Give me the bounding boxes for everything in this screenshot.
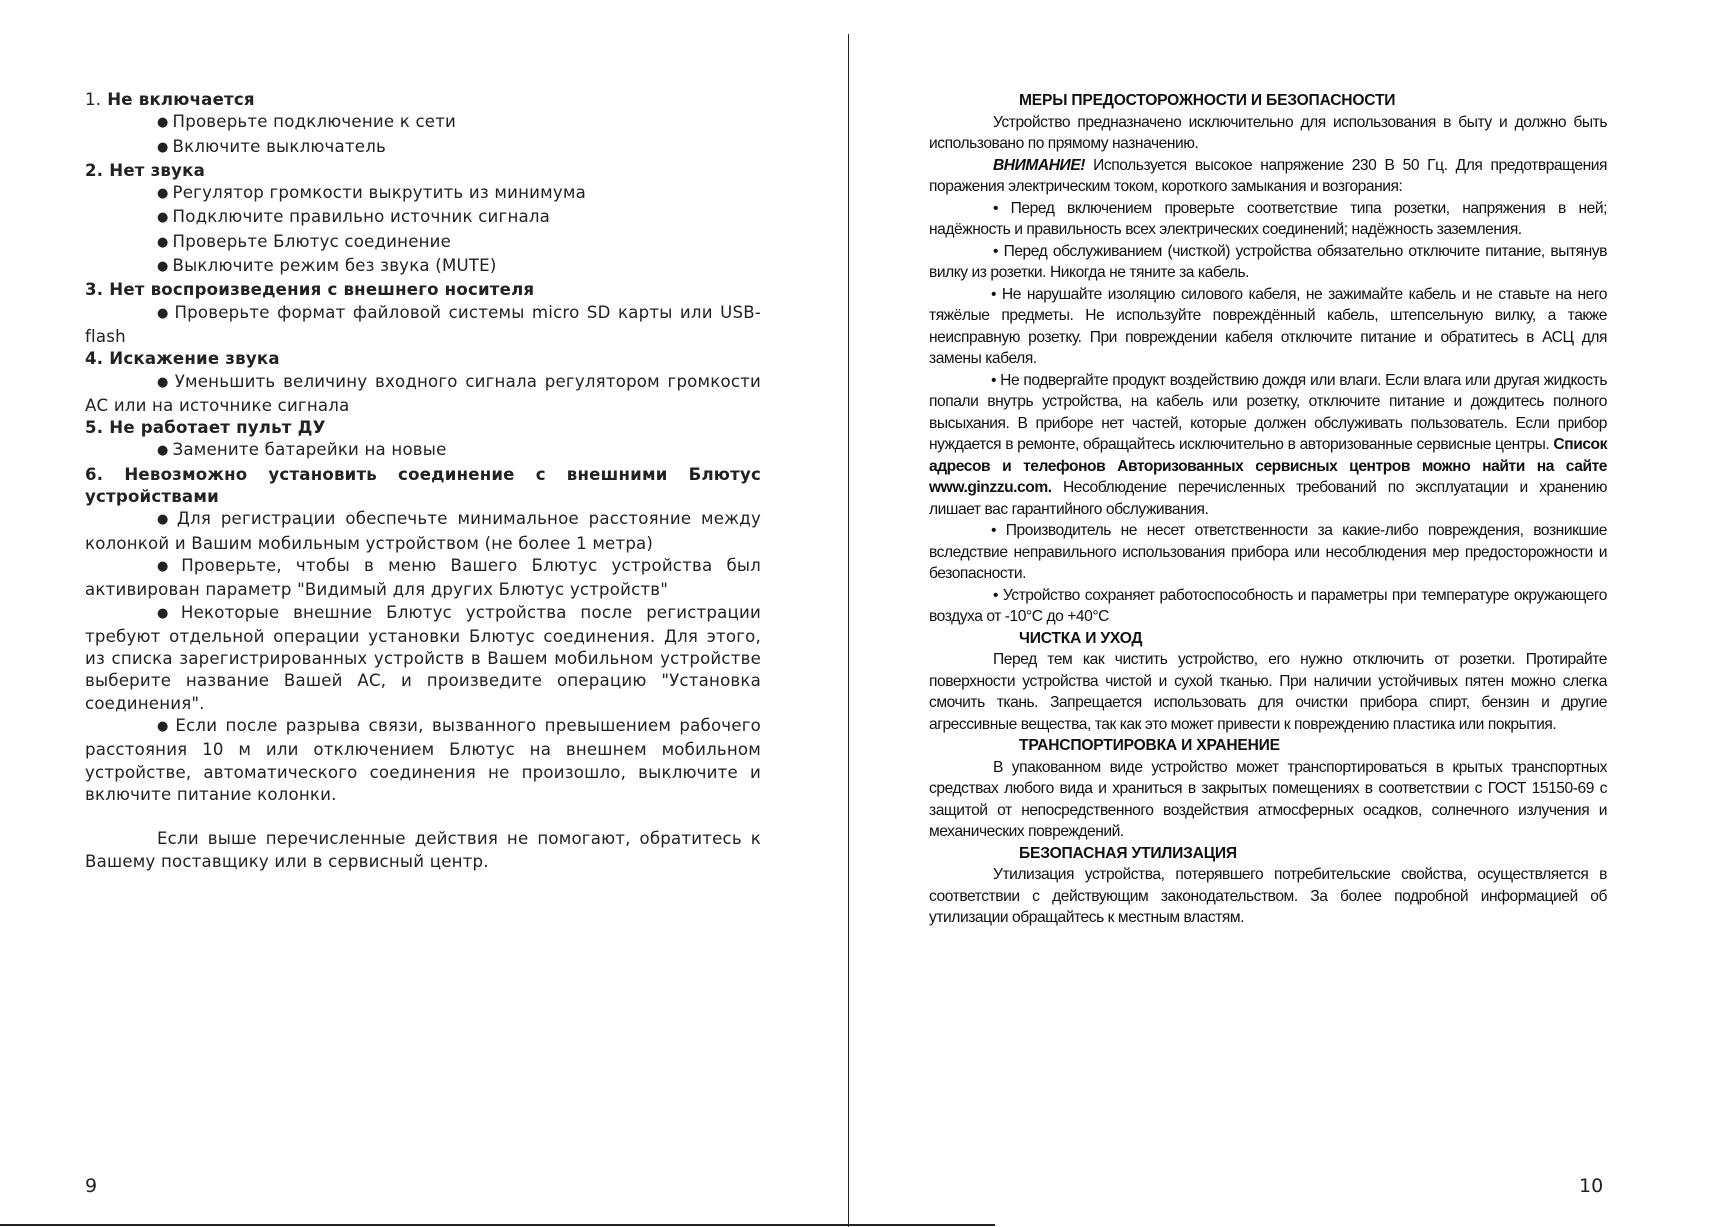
section-title: Нет воспроизведения с внешнего носителя bbox=[109, 280, 535, 300]
section-heading bbox=[85, 160, 761, 182]
safety-item: • Устройство сохраняет работоспособность и параметры при температуре окружающего воздуха от -10°C до +40°C bbox=[929, 586, 1607, 625]
section-number: 1. bbox=[85, 90, 102, 109]
paragraph-text: Если после разрыва связи, вызванного превышением рабочего расстояния 10 м или отключением Блютус на внешнем мобильном устройстве, автоматического соединения не произошло, выключите и включите питание колонки. bbox=[85, 716, 761, 804]
bullet-marker bbox=[157, 556, 181, 575]
paragraph-text: Проверьте формат файловой системы micro SD карты или USB-flash bbox=[85, 302, 761, 346]
bottom-rule bbox=[0, 1224, 995, 1226]
closing-note: Если выше перечисленные действия не помогают, обратитесь к Вашему поставщику или в сервисный центр. bbox=[85, 829, 761, 871]
list-item: ● Подключите правильно источник сигнала bbox=[85, 206, 761, 230]
section-title: Невозможно установить соединение с внешними Блютус устройствами bbox=[85, 464, 762, 507]
safety-item: • Производитель не несет ответственности за какие-либо повреждения, возникшие вследствие неправильного использования прибора или несоблюдения мер предосторожности и безопасности. bbox=[929, 522, 1607, 582]
section-heading bbox=[85, 89, 761, 111]
section-heading bbox=[85, 348, 761, 370]
safety-item-text: Несоблюдение перечисленных требований по эксплуатации и хранению лишает вас гарантийного обслуживания. bbox=[929, 479, 1607, 518]
section-number: 2. bbox=[85, 160, 104, 180]
paragraph-text: Для регистрации обеспечьте минимальное расстояние между колонкой и Вашим мобильным устройством (не более 1 метра) bbox=[85, 509, 762, 553]
bullet-marker bbox=[157, 716, 175, 735]
section-title: Искажение звука bbox=[109, 349, 280, 369]
service-centers-note: Список адресов и телефонов Авторизованных сервисных центров можно найти на сайте www.ginzzu.com. bbox=[929, 436, 1607, 496]
section-number: 5. bbox=[85, 418, 104, 438]
warning-label: ВНИМАНИЕ! bbox=[993, 156, 1086, 174]
section-title: Не включается bbox=[107, 90, 255, 109]
section-number: 3. bbox=[85, 280, 104, 300]
cleaning-title: ЧИСТКА И УХОД bbox=[1019, 629, 1143, 647]
bullet-marker bbox=[157, 509, 177, 528]
paragraph bbox=[85, 555, 761, 602]
page-number-left: 9 bbox=[85, 1175, 98, 1197]
warning-text: Используется высокое напряжение 230 В 50 Гц. Для предотвращения поражения электрическим током, короткого замыкания и возгорания: bbox=[929, 156, 1607, 195]
section-heading bbox=[85, 279, 761, 301]
list-item: ● Проверьте подключение к сети bbox=[85, 111, 761, 135]
troubleshooting-section bbox=[85, 89, 761, 873]
safety-item: • Перед обслуживанием (чисткой) устройства обязательно отключите питание, вытянув вилку из розетки. Никогда не тяните за кабель. bbox=[929, 242, 1607, 281]
safety-item-text: • Не подвергайте продукт воздействию дождя или влаги. Если влага или другая жидкость попали внутрь устройства, на кабель или розетку, отключите питание и дождитесь полного высыхания. В приборе нет частей, которые должен обслуживать пользователь. Если прибор нуждается в ремонте, обращайтесь исключительно в авторизованные сервисные центры. bbox=[929, 371, 1607, 453]
safety-item: • Перед включением проверьте соответствие типа розетки, напряжения в ней; надёжность и правильность всех электрических соединений; надёжность заземления. bbox=[929, 199, 1607, 238]
list-item: ● Выключите режим без звука (MUTE) bbox=[85, 255, 761, 279]
paragraph bbox=[85, 508, 761, 555]
bullet-marker bbox=[157, 603, 181, 622]
safety-item bbox=[929, 370, 1607, 521]
paragraph-text: Проверьте, чтобы в меню Вашего Блютус устройства был активирован параметр "Видимый для других Блютус устройств" bbox=[85, 555, 761, 600]
section-number: 6. bbox=[85, 464, 104, 484]
list-item: ● Проверьте Блютус соединение bbox=[85, 231, 761, 255]
disposal-paragraph: Утилизация устройства, потерявшего потребительские свойства, осуществляется в соответствии с действующим законодательством. За более подробной информацией об утилизации обращайтесь к местным властям. bbox=[929, 866, 1607, 926]
paragraph-text: Некоторые внешние Блютус устройства после регистрации требуют отдельной операции установки Блютус соединения. Для этого, из списка зарегистрированных устройств в Вашем мобильном устройстве выберите название Вашей АС, и произведите операцию "Установка соединения". bbox=[85, 602, 761, 713]
section-number: 4. bbox=[85, 349, 104, 369]
list-item: ● Регулятор громкости выкрутить из минимума bbox=[85, 182, 761, 206]
list-item: ● Включите выключатель bbox=[85, 136, 761, 160]
safety-item: • Не нарушайте изоляцию силового кабеля, не зажимайте кабель и не ставьте на него тяжёлые предметы. Не используйте повреждённый кабель, штепсельную вилку, а также неисправную розетку. При повреждении кабеля отключите питание и обратитесь в АСЦ для замены кабеля. bbox=[929, 285, 1607, 367]
section-heading bbox=[85, 417, 761, 439]
paragraph bbox=[85, 302, 761, 349]
list-item: ● Замените батарейки на новые bbox=[85, 439, 761, 463]
bullet-marker bbox=[157, 303, 175, 322]
bullet-marker bbox=[157, 372, 175, 391]
transport-paragraph: В упакованном виде устройство может транспортироваться в крытых транспортных средствах любого вида и храниться в закрытых помещениях в соответствии с ГОСТ 15150-69 с защитой от непосредственного воздействия атмосферных осадков, солнечного излучения и механических повреждений. bbox=[929, 758, 1607, 840]
warning-paragraph bbox=[929, 155, 1607, 198]
paragraph bbox=[85, 371, 761, 418]
page-divider bbox=[848, 34, 849, 1227]
paragraph-text: Уменьшить величину входного сигнала регулятором громкости АС или на источнике сигнала bbox=[85, 371, 762, 415]
transport-title: ТРАНСПОРТИРОВКА И ХРАНЕНИЕ bbox=[1019, 737, 1280, 754]
cleaning-paragraph: Перед тем как чистить устройство, его нужно отключить от розетки. Протирайте поверхности устройства чистой и сухой тканью. При наличии устойчивых пятен можно слегка смочить ткань. Запрещается использовать для очистки прибора спирт, бензин и другие агрессивные вещества, так как это может привести к повреждению пластика или покрытия. bbox=[929, 651, 1607, 733]
page-number-right: 10 bbox=[1579, 1175, 1604, 1197]
safety-title: МЕРЫ ПРЕДОСТОРОЖНОСТИ И БЕЗОПАСНОСТИ bbox=[1019, 92, 1396, 109]
section-title: Не работает пульт ДУ bbox=[109, 418, 326, 438]
section-title: Нет звука bbox=[109, 160, 205, 180]
disposal-title: БЕЗОПАСНАЯ УТИЛИЗАЦИЯ bbox=[1019, 844, 1237, 862]
paragraph bbox=[85, 715, 761, 806]
paragraph bbox=[85, 602, 761, 715]
intro-paragraph: Устройство предназначено исключительно для использования в быту и должно быть использовано по прямому назначению. bbox=[929, 113, 1607, 152]
section-heading bbox=[85, 464, 761, 509]
safety-section bbox=[929, 90, 1607, 929]
